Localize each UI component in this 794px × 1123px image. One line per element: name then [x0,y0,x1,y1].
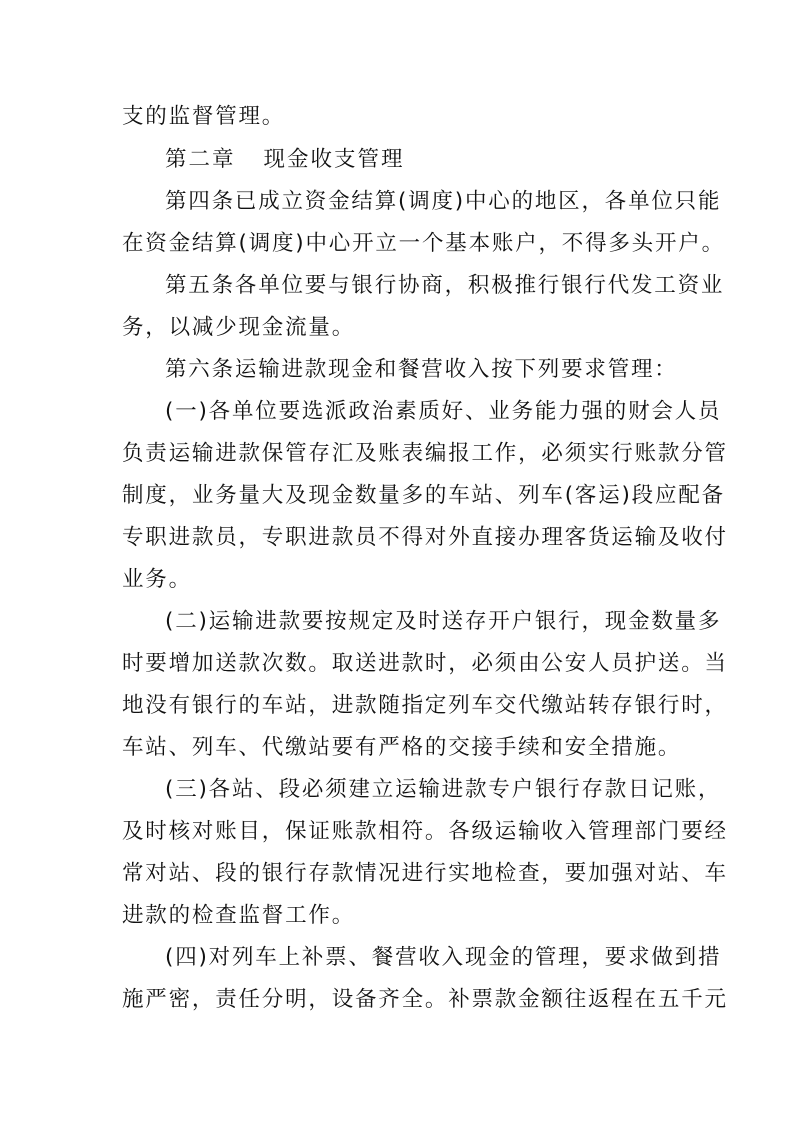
text-line: 车站、列车、代缴站要有严格的交接手续和安全措施。 [122,735,682,760]
text-line: 地没有银行的车站，进款随指定列车交代缴站转存银行时， [122,693,728,718]
text-line: 施严密，责任分明，设备齐全。补票款金额往返程在五千元 [122,987,728,1012]
text-line: 业务。 [122,567,192,592]
text-line: 时要增加送款次数。取送进款时，必须由公安人员护送。当 [122,651,728,676]
paragraph-line: 第五条各单位要与银行协商，积极推行银行代发工资业 [165,273,725,298]
text-line: 常对站、段的银行存款情况进行实地检查，要加强对站、车 [122,861,728,886]
paragraph-line: 第四条已成立资金结算(调度)中心的地区，各单位只能 [165,189,722,214]
text-line: 及时核对账目，保证账款相符。各级运输收入管理部门要经 [122,819,728,844]
paragraph-line: 第六条运输进款现金和餐营收入按下列要求管理： [165,357,678,382]
text-line: 专职进款员，专职进款员不得对外直接办理客货运输及收付 [122,525,728,550]
paragraph-line: (三)各站、段必须建立运输进款专户银行存款日记账， [165,777,722,802]
chapter-title: 现金收支管理 [263,147,405,172]
text-line: 在资金结算(调度)中心开立一个基本账户，不得多头开户。 [122,231,725,256]
text-line: 进款的检查监督工作。 [122,903,356,928]
paragraph-line: (一)各单位要选派政治素质好、业务能力强的财会人员 [165,399,722,424]
paragraph-line: (四)对列车上补票、餐营收入现金的管理，要求做到措 [165,945,722,970]
text-line: 支的监督管理。 [122,104,286,129]
text-line: 制度，业务量大及现金数量多的车站、列车(客运)段应配备 [122,483,725,508]
chapter-number: 第二章 [165,147,236,172]
text-line: 负责运输进款保管存汇及账表编报工作，必须实行账款分管 [122,441,728,466]
paragraph-line: (二)运输进款要按规定及时送存开户银行，现金数量多 [165,609,722,634]
chapter-heading [165,140,725,180]
text-line: 务，以减少现金流量。 [122,315,356,340]
